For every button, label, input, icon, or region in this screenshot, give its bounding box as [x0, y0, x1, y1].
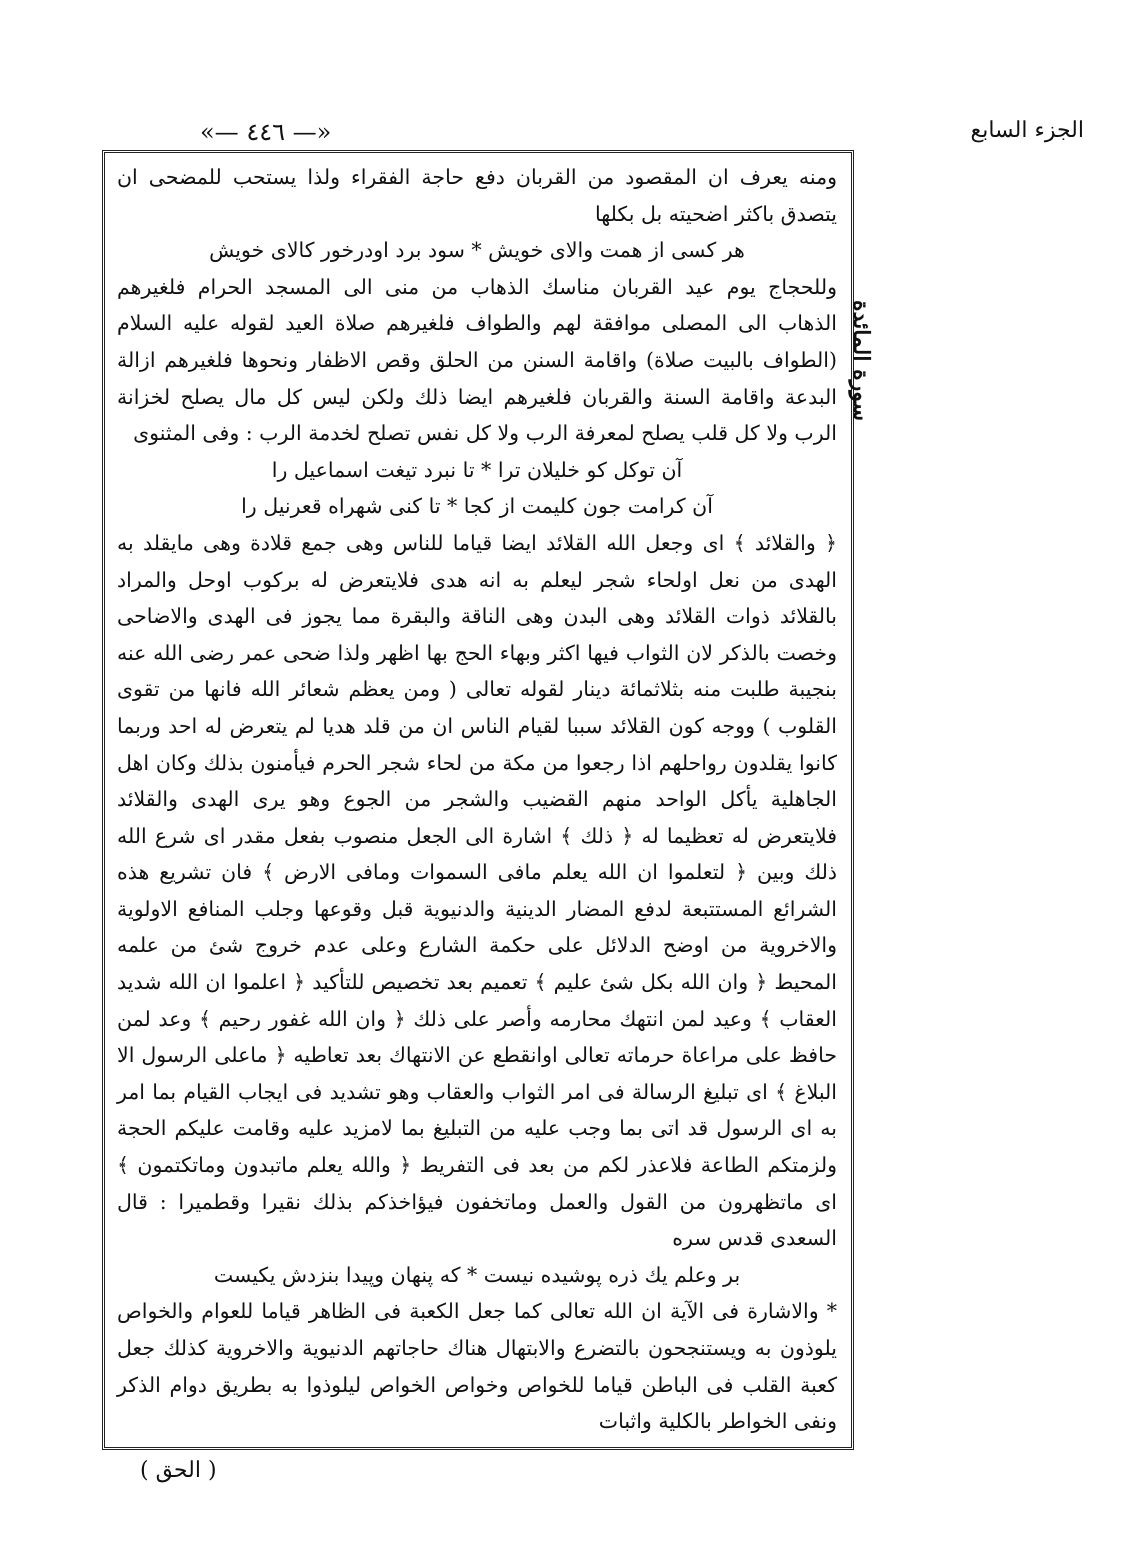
verse-line: بر وعلم يك ذره پوشيده نيست * كه پنهان وپيدا بنزدش يكيست — [213, 1262, 741, 1287]
verse-line: هر كسى از همت والاى خويش * سود برد اودرخور كالاى خويش — [209, 238, 745, 263]
verse-line: آن توكل كو خليلان ترا * تا نبرد تيغت اسماعيل را — [271, 457, 683, 482]
catchword: ( الحق ) — [140, 1458, 217, 1483]
margin-note: سورة المائدة — [848, 300, 874, 422]
page-number: «— ٤٤٦ —» — [200, 118, 332, 146]
text-paragraph: ﴿ والقلائد ﴾ اى وجعل الله القلائد ايضا قياما للناس وهى جمع قلادة وهى مايقلد به الهدى من نعل اولحاء شجر ليعلم به انه هدى فلايتعرض له بركوب اوحل والمراد بالقلائد ذوات القلائد وهى البدن وهى الناقة والبقرة مما يجوز فى الهدى والاضاحى وخصت بالذكر لان الثواب فيها اكثر وبهاء الحج بها اظهر ولذا ضحى عمر رضى الله عنه بنجيبة طلبت منه بثلاثمائة دينار لقوله تعالى ( ومن يعظم شعائر الله فانها من تقوى القلوب ) ووجه كون القلائد سببا لقيام الناس ان من قلد هديا لم يتعرض له احد وربما كانوا يقلدون رواحلهم اذا رجعوا من مكة من لحاء شجر الحرم فيأمنون بذلك وكان اهل الجاهلية يأكل الواحد منهم القضيب والشجر من الجوع وهو يرى الهدى والقلائد فلايتعرض له تعظيما له ﴿ ذلك ﴾ اشارة الى الجعل منصوب بفعل مقدر اى شرع الله ذلك وبين ﴿ لتعلموا ان الله يعلم مافى السموات ومافى الارض ﴾ فان تشريع هذه الشرائع المستتبعة لدفع المضار الدينية والدنيوية قبل وقوعها وجلب المنافع الاولوية والاخروية من اوضح الدلائل على حكمة الشارع وعلى عدم خروج شئ من علمه المحيط ﴿ وان الله بكل شئ عليم ﴾ تعميم بعد تخصيص للتأكيد ﴿ اعلموا ان الله شديد العقاب ﴾ وعيد لمن انتهك محارمه وأصر على ذلك ﴿ وان الله غفور رحيم ﴾ وعد لمن حافظ على مراعاة حرماته تعالى اوانقطع عن الانتهاك بعد تعاطيه ﴿ ماعلى الرسول الا البلاغ ﴾ اى تبليغ الرسالة فى امر الثواب والعقاب وهو تشديد فى ايجاب القيام بما امر به اى الرسول قد اتى بما وجب عليه من التبليغ بما لامزيد عليه وقامت عليكم الحجة ولزمتكم الطاعة فلاعذر لكم من بعد فى التفريط ﴿ والله يعلم ماتبدون وماتكتمون ﴾ اى ماتظهرون من القول والعمل وماتخفون فيؤاخذكم بذلك نقيرا وقطميرا : قال السعدى قدس سره — [117, 530, 837, 1251]
text-paragraph: * والاشارة فى الآية ان الله تعالى كما جعل الكعبة فى الظاهر قياما للعوام والخواص يلوذون به ويستنجحون بالتضرع والابتهال هناك حاجاتهم الدنيوية والاخروية كذلك جعل كعبة القلب فى الباطن قياما للخواص وخواص الخواص ليلوذوا به بطريق دوام الذكر ونفى الخواطر بالكلية واثبات — [117, 1299, 837, 1434]
text-paragraph: ومنه يعرف ان المقصود من القربان دفع حاجة الفقراء ولذا يستحب للمضحى ان يتصدق باكثر اضحيته بل بكلها — [117, 165, 837, 226]
body-text — [117, 159, 837, 1440]
verse-line: آن كرامت جون كليمت از كجا * تا كنى شهراه قعرنيل را — [241, 494, 713, 519]
text-paragraph: وللحجاج يوم عيد القربان مناسك الذهاب من منى الى المسجد الحرام فلغيرهم الذهاب الى المصلى موافقة لهم والطواف فلغيرهم صلاة العيد لقوله عليه السلام (الطواف بالبيت صلاة) واقامة السنن من الحلق وقص الاظفار ونحوها فلغيرهم ازالة البدعة واقامة السنة والقربان فلغيرهم ايضا ذلك ولكن ليس كل مال يصلح لخزانة الرب ولا كل قلب يصلح لمعرفة الرب ولا كل نفس تصلح لخدمة الرب : وفى المثنوى — [117, 274, 837, 446]
part-label: الجزء السابع — [970, 118, 1084, 143]
text-frame — [102, 150, 854, 1450]
